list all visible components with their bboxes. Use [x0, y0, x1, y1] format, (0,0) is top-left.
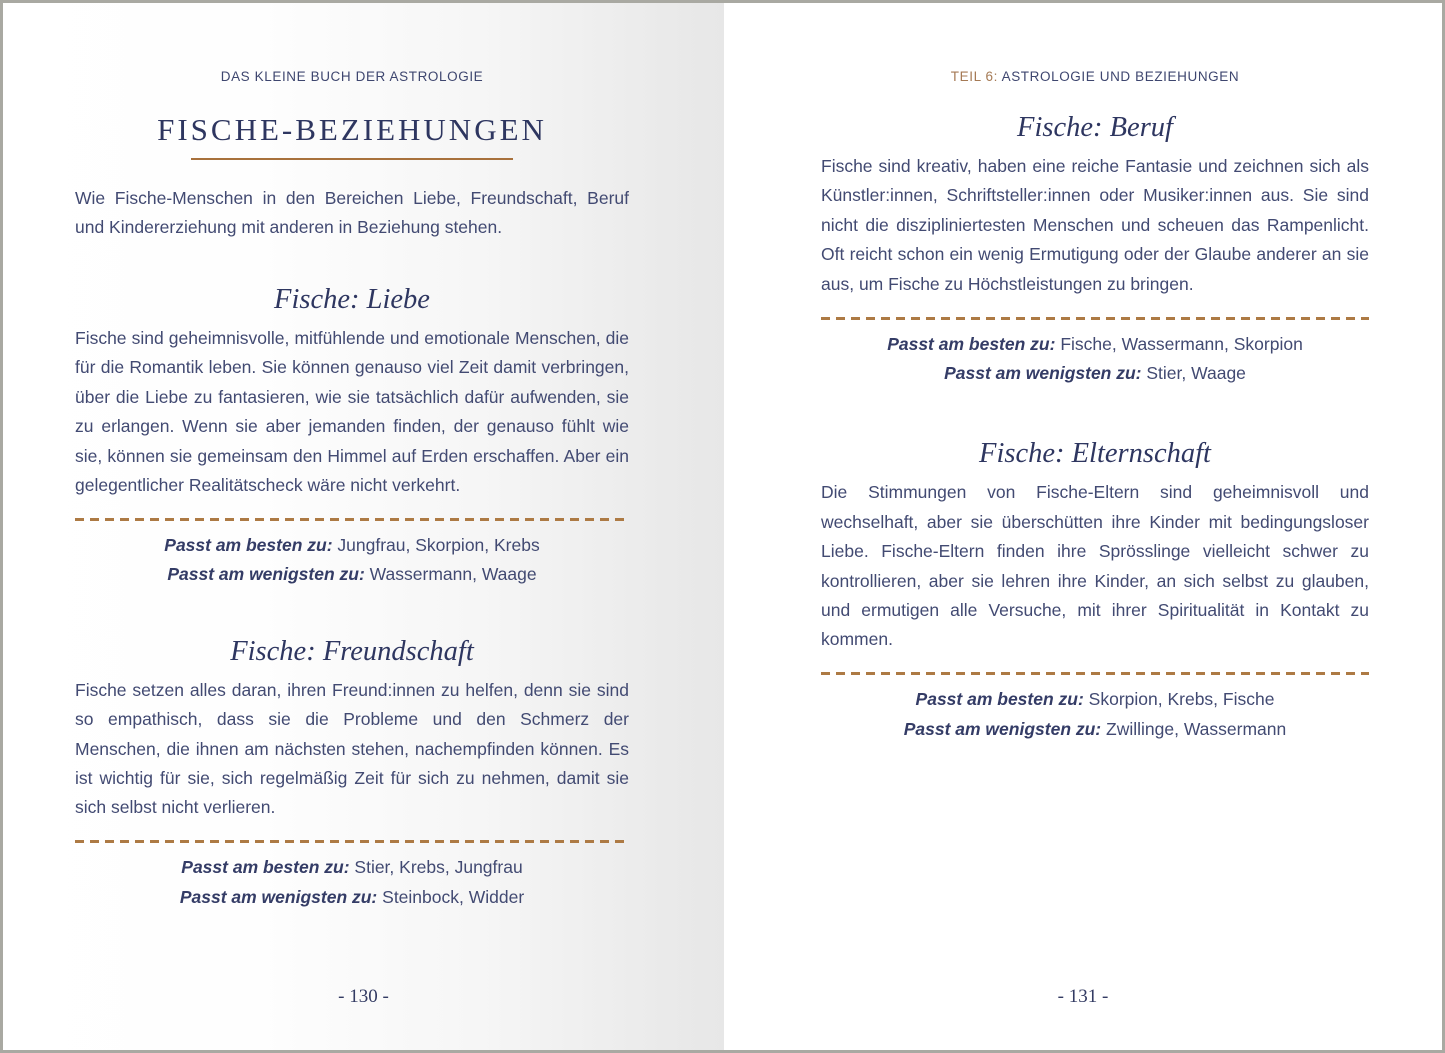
best-match-label: Passt am besten zu: — [181, 857, 350, 878]
least-match-row — [75, 560, 629, 589]
least-match-row — [821, 715, 1369, 744]
section-heading: Fische: Elternschaft — [979, 438, 1211, 470]
compatibility-block — [75, 853, 629, 912]
compatibility-block — [821, 685, 1369, 744]
chapter-intro: Wie Fische-Menschen in den Bereichen Liebe, Freundschaft, Beruf und Kindererziehung mit anderen in Beziehung stehen. — [75, 188, 629, 237]
page-number: - 131 - — [1057, 986, 1109, 1007]
section-liebe — [75, 284, 629, 590]
running-head — [821, 69, 1369, 84]
section-body: Fische sind geheimnisvolle, mitfühlende und emotionale Menschen, die für die Romantik leben. Sie können genauso viel Zeit damit verbringen, über die Liebe zu fantasieren, wie sie tatsächlich dafür aufwenden, sie zu erlangen. Wenn sie aber jemanden finden, der genauso fühlt wie sie, können sie gemeinsam den Himmel auf Erden erschaffen. Aber ein gelegentlicher Realitätscheck wäre nicht verkehrt. — [75, 328, 629, 496]
section-body: Die Stimmungen von Fische-Eltern sind geheimnisvoll und wechselhaft, aber sie überschütten ihre Kinder mit bedingungsloser Liebe. Fische-Eltern finden ihre Sprösslinge vielleicht schwer zu kontrollieren, aber sie lehren ihre Kinder, an sich selbst zu glauben, und ermutigen alle Versuche, mit ihrer Spiritualität in Kontakt zu kommen. — [821, 482, 1369, 650]
least-match-value: Wassermann, Waage — [369, 564, 537, 585]
book-page-right — [724, 3, 1442, 1050]
section-heading: Fische: Freundschaft — [230, 635, 474, 667]
best-match-value: Stier, Krebs, Jungfrau — [354, 857, 523, 878]
section-body: Fische sind kreativ, haben eine reiche Fantasie und zeichnen sich als Künstler:innen, Schriftsteller:innen oder Musiker:innen aus. Sie sind nicht die diszipliniertesten Menschen und scheuen das Rampenlicht. Oft reicht schon ein wenig Ermutigung oder der Glaube anderer an sie aus, um Fische zu Höchstleistungen zu bringen. — [821, 156, 1369, 294]
compatibility-block — [75, 531, 629, 590]
least-match-value: Steinbock, Widder — [382, 886, 525, 907]
dashed-divider — [821, 317, 1369, 320]
best-match-label: Passt am besten zu: — [887, 333, 1056, 354]
best-match-value: Jungfrau, Skorpion, Krebs — [337, 534, 540, 555]
running-head-part-title: ASTROLOGIE UND BEZIEHUNGEN — [1001, 69, 1240, 84]
best-match-row — [821, 330, 1369, 359]
section-elternschaft — [821, 438, 1369, 744]
dashed-divider — [75, 518, 629, 521]
section-heading: Fische: Liebe — [274, 284, 430, 315]
page-number: - 130 - — [338, 986, 389, 1007]
least-match-value: Zwillinge, Wassermann — [1106, 718, 1287, 739]
best-match-label: Passt am besten zu: — [164, 534, 333, 555]
section-freundschaft — [75, 636, 629, 912]
dashed-divider — [821, 672, 1369, 675]
least-match-value: Stier, Waage — [1146, 362, 1246, 383]
section-beruf — [821, 112, 1369, 388]
compatibility-block — [821, 330, 1369, 389]
title-underline — [191, 158, 513, 160]
dashed-divider — [75, 840, 629, 843]
book-page-left — [3, 3, 724, 1050]
best-match-value: Fische, Wassermann, Skorpion — [1060, 333, 1303, 354]
least-match-label: Passt am wenigsten zu: — [179, 886, 378, 907]
section-heading: Fische: Beruf — [1017, 112, 1173, 143]
running-head: DAS KLEINE BUCH DER ASTROLOGIE — [220, 69, 484, 84]
best-match-label: Passt am besten zu: — [915, 689, 1084, 710]
best-match-row — [75, 531, 629, 560]
least-match-label: Passt am wenigsten zu: — [903, 718, 1102, 739]
least-match-row — [821, 359, 1369, 388]
least-match-label: Passt am wenigsten zu: — [167, 564, 365, 585]
page-title: FISCHE-BEZIEHUNGEN — [157, 112, 547, 147]
best-match-row — [821, 685, 1369, 714]
least-match-row — [75, 883, 629, 912]
running-head-part-label: TEIL 6: — [950, 69, 998, 84]
least-match-label: Passt am wenigsten zu: — [944, 362, 1142, 383]
best-match-value: Skorpion, Krebs, Fische — [1088, 689, 1275, 710]
section-body: Fische setzen alles daran, ihren Freund:innen zu helfen, denn sie sind so empathisch, dass sie die Probleme und den Schmerz der Menschen, die ihnen am nächsten stehen, nachempfinden können. Es ist wichtig für sie, sich regelmäßig Zeit für sich zu nehmen, damit sie sich selbst nicht verlieren. — [75, 679, 629, 818]
best-match-row — [75, 853, 629, 882]
